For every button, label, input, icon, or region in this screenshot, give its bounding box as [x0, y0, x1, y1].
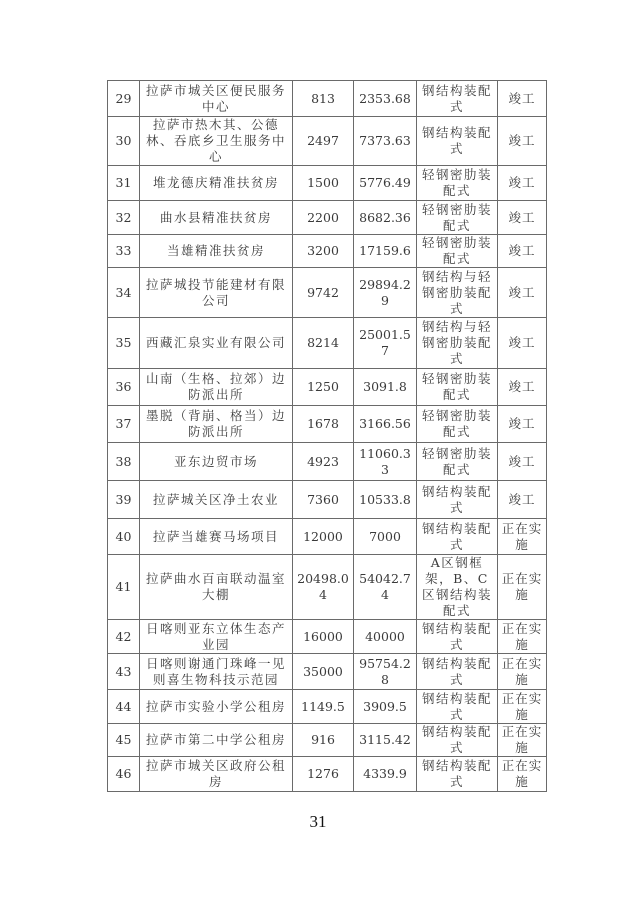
project-name-cell: 拉萨市城关区政府公租房 — [140, 757, 293, 792]
structure-type-cell: 轻钢密肋装配式 — [417, 166, 498, 201]
row-number-cell: 32 — [108, 201, 140, 235]
area-cell: 9742 — [293, 268, 354, 318]
table-row — [108, 406, 547, 443]
structure-type-cell: 钢结构装配式 — [417, 757, 498, 792]
structure-type-cell: 钢结构装配式 — [417, 620, 498, 654]
structure-type-cell: 钢结构装配式 — [417, 519, 498, 555]
project-name-cell: 拉萨市第二中学公租房 — [140, 724, 293, 757]
project-name-cell: 拉萨当雄赛马场项目 — [140, 519, 293, 555]
structure-type-cell: 轻钢密肋装配式 — [417, 201, 498, 235]
area-cell: 20498.04 — [293, 555, 354, 620]
table-row — [108, 318, 547, 369]
status-cell: 正在实施 — [498, 519, 547, 555]
amount-cell: 3909.5 — [354, 690, 417, 724]
amount-cell: 3115.42 — [354, 724, 417, 757]
amount-cell: 11060.33 — [354, 443, 417, 481]
row-number-cell: 35 — [108, 318, 140, 369]
project-name-cell: 拉萨曲水百亩联动温室大棚 — [140, 555, 293, 620]
status-cell: 竣工 — [498, 481, 547, 519]
project-name-cell: 亚东边贸市场 — [140, 443, 293, 481]
structure-type-cell: 钢结构与轻钢密肋装配式 — [417, 268, 498, 318]
amount-cell: 4339.9 — [354, 757, 417, 792]
area-cell: 2200 — [293, 201, 354, 235]
structure-type-cell: 轻钢密肋装配式 — [417, 443, 498, 481]
row-number-cell: 36 — [108, 369, 140, 406]
table-row — [108, 201, 547, 235]
structure-type-cell: 钢结构装配式 — [417, 117, 498, 166]
row-number-cell: 37 — [108, 406, 140, 443]
structure-type-cell: 钢结构装配式 — [417, 81, 498, 117]
structure-type-cell: A区钢框架，B、C区钢结构装配式 — [417, 555, 498, 620]
status-cell: 正在实施 — [498, 690, 547, 724]
row-number-cell: 46 — [108, 757, 140, 792]
table-row — [108, 166, 547, 201]
amount-cell: 7000 — [354, 519, 417, 555]
status-cell: 竣工 — [498, 443, 547, 481]
row-number-cell: 33 — [108, 235, 140, 268]
project-name-cell: 堆龙德庆精准扶贫房 — [140, 166, 293, 201]
status-cell: 竣工 — [498, 201, 547, 235]
table-row — [108, 81, 547, 117]
table-row — [108, 481, 547, 519]
structure-type-cell: 轻钢密肋装配式 — [417, 235, 498, 268]
row-number-cell: 29 — [108, 81, 140, 117]
row-number-cell: 39 — [108, 481, 140, 519]
area-cell: 4923 — [293, 443, 354, 481]
structure-type-cell: 钢结构与轻钢密肋装配式 — [417, 318, 498, 369]
table-row — [108, 268, 547, 318]
amount-cell: 3166.56 — [354, 406, 417, 443]
amount-cell: 2353.68 — [354, 81, 417, 117]
area-cell: 1149.5 — [293, 690, 354, 724]
area-cell: 3200 — [293, 235, 354, 268]
row-number-cell: 45 — [108, 724, 140, 757]
project-name-cell: 日喀则亚东立体生态产业园 — [140, 620, 293, 654]
row-number-cell: 30 — [108, 117, 140, 166]
status-cell: 正在实施 — [498, 724, 547, 757]
structure-type-cell: 钢结构装配式 — [417, 481, 498, 519]
area-cell: 1276 — [293, 757, 354, 792]
amount-cell: 54042.74 — [354, 555, 417, 620]
area-cell: 7360 — [293, 481, 354, 519]
table-row — [108, 369, 547, 406]
project-name-cell: 拉萨市城关区便民服务中心 — [140, 81, 293, 117]
status-cell: 竣工 — [498, 318, 547, 369]
project-name-cell: 拉萨市热木其、公德林、吞底乡卫生服务中心 — [140, 117, 293, 166]
area-cell: 35000 — [293, 654, 354, 690]
table-row — [108, 757, 547, 792]
row-number-cell: 43 — [108, 654, 140, 690]
amount-cell: 3091.8 — [354, 369, 417, 406]
projects-table — [107, 80, 547, 792]
project-name-cell: 当雄精准扶贫房 — [140, 235, 293, 268]
amount-cell: 40000 — [354, 620, 417, 654]
table-row — [108, 519, 547, 555]
amount-cell: 7373.63 — [354, 117, 417, 166]
table-row — [108, 620, 547, 654]
status-cell: 竣工 — [498, 406, 547, 443]
area-cell: 1250 — [293, 369, 354, 406]
project-name-cell: 日喀则谢通门珠峰一见则喜生物科技示范园 — [140, 654, 293, 690]
status-cell: 竣工 — [498, 235, 547, 268]
page-number: 31 — [309, 812, 327, 831]
structure-type-cell: 钢结构装配式 — [417, 654, 498, 690]
structure-type-cell: 钢结构装配式 — [417, 724, 498, 757]
status-cell: 竣工 — [498, 117, 547, 166]
amount-cell: 17159.6 — [354, 235, 417, 268]
area-cell: 2497 — [293, 117, 354, 166]
project-name-cell: 拉萨城投节能建材有限公司 — [140, 268, 293, 318]
row-number-cell: 31 — [108, 166, 140, 201]
structure-type-cell: 轻钢密肋装配式 — [417, 369, 498, 406]
row-number-cell: 41 — [108, 555, 140, 620]
table-row — [108, 654, 547, 690]
row-number-cell: 42 — [108, 620, 140, 654]
table-row — [108, 724, 547, 757]
amount-cell: 29894.29 — [354, 268, 417, 318]
status-cell: 正在实施 — [498, 620, 547, 654]
area-cell: 8214 — [293, 318, 354, 369]
area-cell: 916 — [293, 724, 354, 757]
status-cell: 竣工 — [498, 81, 547, 117]
amount-cell: 10533.8 — [354, 481, 417, 519]
status-cell: 正在实施 — [498, 654, 547, 690]
table-row — [108, 555, 547, 620]
project-name-cell: 墨脱（背崩、格当）边防派出所 — [140, 406, 293, 443]
project-name-cell: 西藏汇泉实业有限公司 — [140, 318, 293, 369]
structure-type-cell: 轻钢密肋装配式 — [417, 406, 498, 443]
area-cell: 16000 — [293, 620, 354, 654]
status-cell: 正在实施 — [498, 757, 547, 792]
amount-cell: 8682.36 — [354, 201, 417, 235]
row-number-cell: 44 — [108, 690, 140, 724]
table-row — [108, 443, 547, 481]
structure-type-cell: 钢结构装配式 — [417, 690, 498, 724]
project-name-cell: 曲水县精准扶贫房 — [140, 201, 293, 235]
status-cell: 正在实施 — [498, 555, 547, 620]
project-name-cell: 拉萨市实验小学公租房 — [140, 690, 293, 724]
table-row — [108, 235, 547, 268]
project-name-cell: 拉萨城关区净土农业 — [140, 481, 293, 519]
area-cell: 813 — [293, 81, 354, 117]
amount-cell: 25001.57 — [354, 318, 417, 369]
row-number-cell: 38 — [108, 443, 140, 481]
area-cell: 1678 — [293, 406, 354, 443]
table-row — [108, 117, 547, 166]
area-cell: 1500 — [293, 166, 354, 201]
amount-cell: 5776.49 — [354, 166, 417, 201]
table-row — [108, 690, 547, 724]
area-cell: 12000 — [293, 519, 354, 555]
table-body — [108, 81, 547, 792]
row-number-cell: 34 — [108, 268, 140, 318]
status-cell: 竣工 — [498, 369, 547, 406]
amount-cell: 95754.28 — [354, 654, 417, 690]
project-name-cell: 山南（生格、拉郊）边防派出所 — [140, 369, 293, 406]
status-cell: 竣工 — [498, 166, 547, 201]
row-number-cell: 40 — [108, 519, 140, 555]
status-cell: 竣工 — [498, 268, 547, 318]
